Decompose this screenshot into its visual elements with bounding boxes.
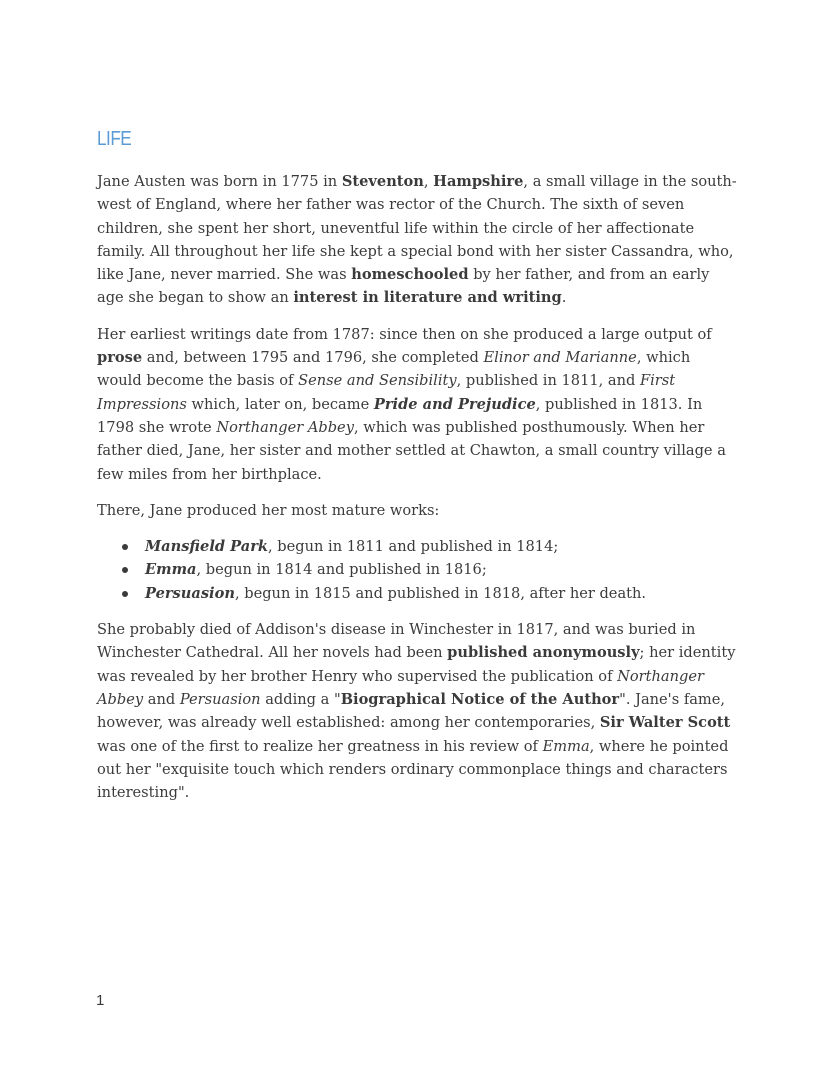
text-run: was one of the first to realize her greatness in his review of (97, 737, 543, 755)
bold-homeschooled: homeschooled (351, 266, 469, 284)
list-item (145, 558, 737, 581)
paragraph-birth (97, 170, 737, 310)
text-run: and, between 1795 and 1796, she completed (142, 349, 484, 367)
text-run: , a small village in the south-west of England, where her father was rector of the Church. The sixth of seven children, she spent her short, uneventful life within the circle of her affectionate family. All throughout her life she kept a special bond with her sister Cassandra, who, like Jane, never married. She was (97, 173, 737, 284)
bold-italic-pride-and-prejudice: Pride and Prejudice (373, 395, 536, 413)
bold-biographical-notice: Biographical Notice of the Author (340, 690, 620, 708)
work-detail: , begun in 1815 and published in 1818, after her death. (234, 584, 647, 602)
work-detail: , begun in 1814 and published in 1816; (196, 561, 487, 579)
bullet-icon (122, 567, 128, 573)
bold-hampshire: Hampshire (433, 173, 524, 190)
bold-steventon: Steventon (341, 173, 424, 190)
work-title: Emma (145, 561, 197, 579)
paragraph-early-writings (97, 323, 737, 486)
bold-prose: prose (97, 349, 143, 367)
list-item (145, 535, 737, 558)
work-title: Mansfield Park (145, 538, 268, 556)
text-run: Jane Austen was born in 1775 in (97, 173, 342, 190)
text-run: , where he pointed out her "exquisite touch which renders ordinary commonplace things and characters interesting". (97, 737, 729, 802)
text-run: by her father, and from an early age she began to show an (97, 266, 710, 307)
text-run: . (561, 289, 567, 307)
text-run: ; her identity was revealed by her brother Henry who supervised the publication of (97, 644, 736, 685)
text-run: ". Jane's fame, however, was already well established: among her contemporaries, (97, 690, 726, 732)
page-content (97, 125, 737, 817)
text-run: , published in 1813. In 1798 she wrote (97, 395, 703, 436)
bold-published-anonymously: published anonymously (447, 644, 640, 662)
italic-elinor-and-marianne: Elinor and Marianne (483, 349, 637, 367)
section-heading: LIFE (97, 128, 132, 150)
paragraph-mature-works-intro: There, Jane produced her most mature works: (97, 501, 440, 519)
works-list (97, 535, 737, 605)
italic-first-impressions: First Impressions (97, 372, 676, 413)
work-title: Persuasion (145, 584, 235, 602)
text-run: , which was published posthumously. When her father died, Jane, her sister and mother settled at Chawton, a small country village a few miles from her birthplace. (97, 418, 726, 483)
bold-interest: interest in literature and writing (293, 289, 562, 307)
paragraph-death-and-fame (97, 618, 737, 804)
text-run: , which would become the basis of (97, 349, 691, 390)
text-run: and (143, 690, 180, 708)
text-run: adding a " (260, 690, 341, 708)
work-detail: , begun in 1811 and published in 1814; (268, 538, 559, 556)
text-run: She probably died of Addison's disease in Winchester in 1817, and was buried in Winchester Cathedral. All her novels had been (97, 621, 696, 662)
italic-northanger-abbey: Northanger Abbey (216, 418, 354, 436)
text-run: which, later on, became (186, 395, 374, 413)
bullet-icon (122, 591, 128, 597)
text-run: , (423, 173, 434, 190)
bullet-icon (122, 544, 128, 550)
italic-northanger-abbey: Northanger Abbey (97, 667, 704, 708)
italic-persuasion: Persuasion (179, 690, 261, 708)
text-run: , published in 1811, and (456, 372, 641, 390)
italic-sense-and-sensibility: Sense and Sensibility (298, 372, 457, 390)
page-number: 1 (96, 992, 105, 1009)
italic-emma: Emma (542, 737, 590, 755)
bold-sir-walter-scott: Sir Walter Scott (599, 714, 731, 732)
list-item (145, 582, 737, 605)
text-run: Her earliest writings date from 1787: since then on she produced a large output of (97, 325, 712, 343)
